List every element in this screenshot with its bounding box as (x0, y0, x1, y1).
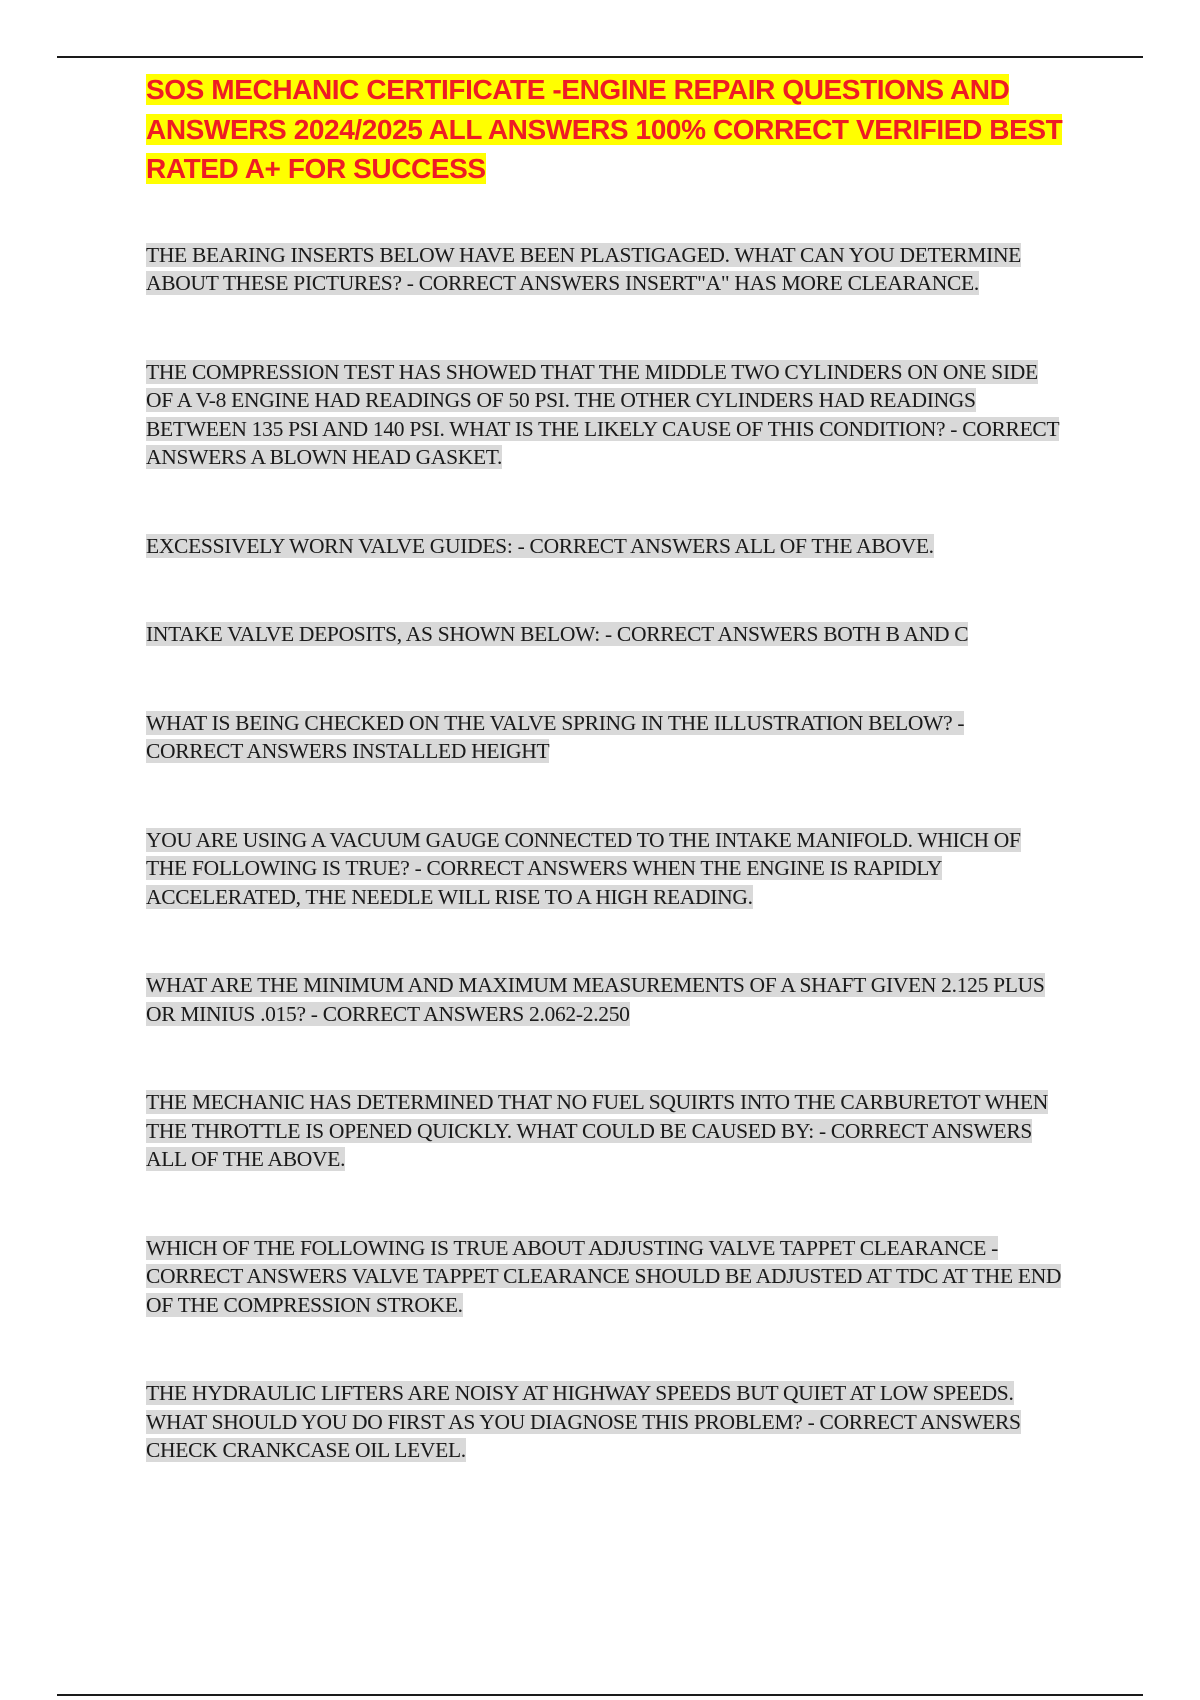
qa-item-text: INTAKE VALVE DEPOSITS, AS SHOWN BELOW: - CORRECT ANSWERS BOTH B AND C (146, 622, 969, 646)
qa-list (146, 241, 1066, 1465)
qa-item (146, 709, 1066, 766)
document-title-text: SOS MECHANIC CERTIFICATE -ENGINE REPAIR QUESTIONS AND ANSWERS 2024/2025 ALL ANSWERS 100% CORRECT VERIFIED BEST RATED A+ FOR SUCCESS (146, 74, 1063, 184)
qa-item (146, 532, 1066, 561)
qa-item-text: THE MECHANIC HAS DETERMINED THAT NO FUEL SQUIRTS INTO THE CARBURETOT WHEN THE THROTTLE IS OPENED QUICKLY. WHAT COULD BE CAUSED BY: - CORRECT ANSWERS ALL OF THE ABOVE. (146, 1090, 1048, 1171)
bottom-rule (57, 1694, 1143, 1696)
qa-item-text: EXCESSIVELY WORN VALVE GUIDES: - CORRECT ANSWERS ALL OF THE ABOVE. (146, 533, 934, 558)
qa-item-text: THE BEARING INSERTS BELOW HAVE BEEN PLASTIGAGED. WHAT CAN YOU DETERMINE ABOUT THESE PICTURES? - CORRECT ANSWERS INSERT"A" HAS MORE CLEARANCE. (146, 242, 1022, 295)
qa-item (146, 620, 1066, 649)
top-rule (57, 56, 1143, 58)
qa-item-text: THE COMPRESSION TEST HAS SHOWED THAT THE MIDDLE TWO CYLINDERS ON ONE SIDE OF A V-8 ENGINE HAD READINGS OF 50 PSI. THE OTHER CYLINDERS HAD READINGS BETWEEN 135 PSI AND 140 PSI. WHAT IS THE LIKELY CAUSE OF THIS CONDITION? - CORRECT ANSWERS A BLOWN HEAD GASKET. (146, 359, 1060, 469)
qa-item (146, 1088, 1066, 1174)
qa-item (146, 358, 1066, 472)
qa-item-text: WHAT ARE THE MINIMUM AND MAXIMUM MEASUREMENTS OF A SHAFT GIVEN 2.125 PLUS OR MINIUS .015? - CORRECT ANSWERS 2.062-2.250 (146, 973, 1045, 1026)
qa-item-text: WHAT IS BEING CHECKED ON THE VALVE SPRING IN THE ILLUSTRATION BELOW? - CORRECT ANSWERS INSTALLED HEIGHT (146, 710, 965, 763)
qa-item (146, 971, 1066, 1028)
document-body (146, 70, 1066, 1525)
qa-item (146, 826, 1066, 912)
qa-item-text: WHICH OF THE FOLLOWING IS TRUE ABOUT ADJUSTING VALVE TAPPET CLEARANCE - CORRECT ANSWERS VALVE TAPPET CLEARANCE SHOULD BE ADJUSTED AT TDC AT THE END OF THE COMPRESSION STROKE. (146, 1235, 1062, 1317)
qa-item (146, 241, 1066, 298)
qa-item-text: YOU ARE USING A VACUUM GAUGE CONNECTED TO THE INTAKE MANIFOLD. WHICH OF THE FOLLOWING IS TRUE? - CORRECT ANSWERS WHEN THE ENGINE IS RAPIDLY ACCELERATED, THE NEEDLE WILL RISE TO A HIGH READING. (146, 827, 1021, 909)
qa-item (146, 1234, 1066, 1320)
qa-item-text: THE HYDRAULIC LIFTERS ARE NOISY AT HIGHWAY SPEEDS BUT QUIET AT LOW SPEEDS. WHAT SHOULD YOU DO FIRST AS YOU DIAGNOSE THIS PROBLEM? - CORRECT ANSWERS CHECK CRANKCASE OIL LEVEL. (146, 1381, 1021, 1462)
document-title (146, 70, 1066, 189)
qa-item (146, 1379, 1066, 1465)
